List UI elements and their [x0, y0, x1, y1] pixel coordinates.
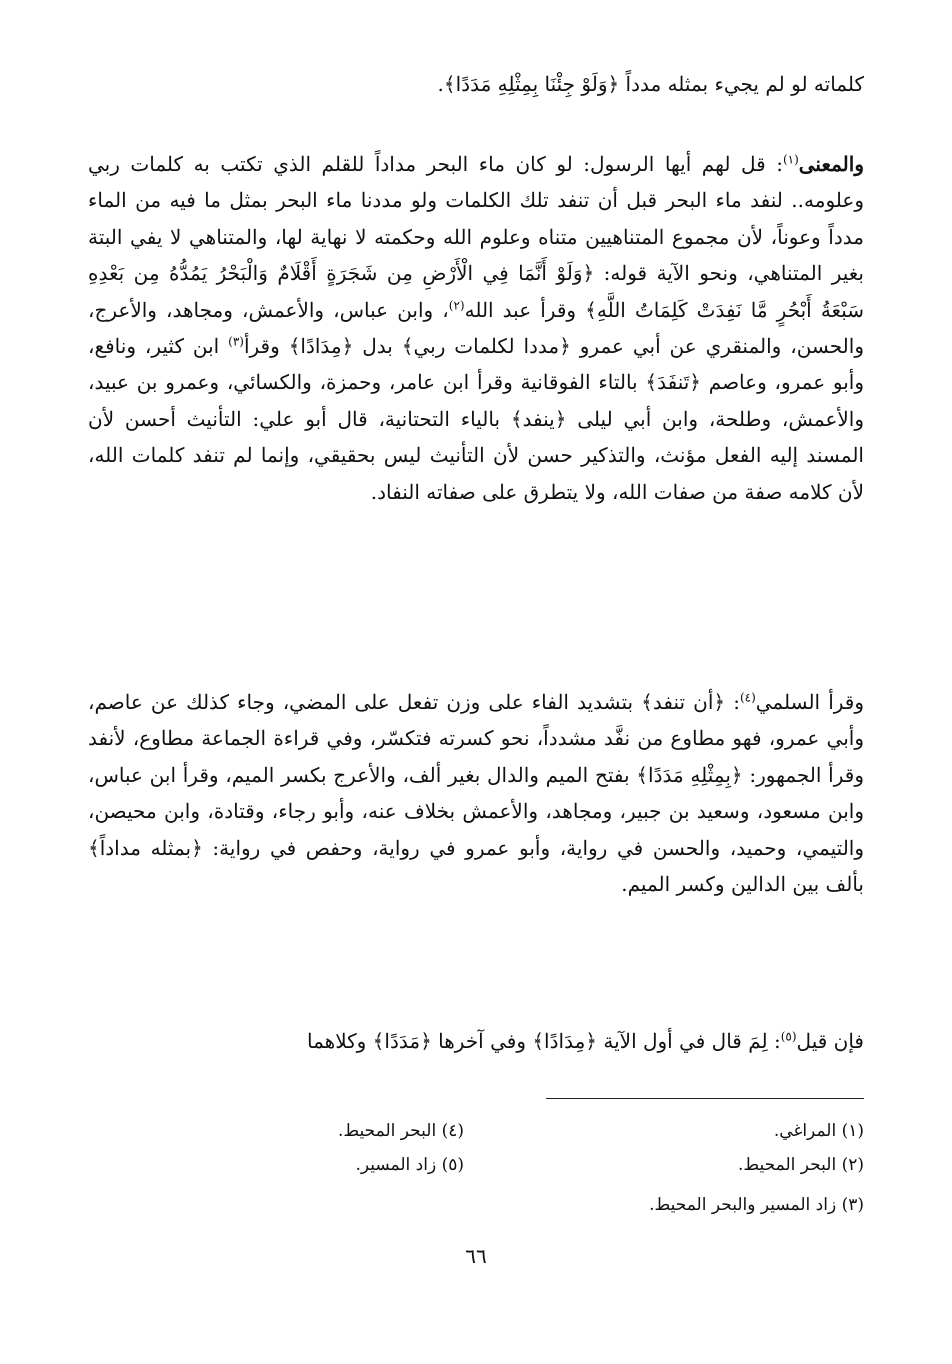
footnote-2: (٢) البحر المحيط.	[738, 1155, 864, 1175]
paragraph-text: فإن قيل	[796, 1029, 864, 1053]
paragraph-continuation	[88, 66, 864, 102]
paragraph-meaning	[88, 146, 864, 510]
paragraph-text: وقرأ السلمي	[755, 690, 864, 714]
footnote-5: (٥) زاد المسير.	[355, 1155, 464, 1175]
paragraph-text: كلماته لو لم يجيء بمثله مدداً ﴿وَلَوْ جِئْنَا بِمِثْلِهِ مَدَدًا﴾.	[437, 72, 864, 96]
paragraph-question	[88, 1023, 864, 1059]
paragraph-lead-word: والمعنى	[798, 152, 864, 176]
footnote-separator	[546, 1098, 864, 1099]
footnote-ref-3: (٣)	[228, 334, 244, 349]
footnote-ref-1: (١)	[782, 152, 799, 167]
paragraph-text: ، وابن عباس، والأعمش، ومجاهد، والأعرج، والحسن، والمنقري عن أبي عمرو ﴿مددا لكلمات ربي﴾ بدل ﴿مِدَادًا﴾ وقرأ	[88, 297, 864, 359]
footnote-4: (٤) البحر المحيط.	[338, 1121, 464, 1141]
footnote-1: (١) المراغي.	[773, 1121, 864, 1141]
footnote-ref-5: (٥)	[780, 1029, 797, 1044]
paragraph-text: ابن كثير، ونافع، وأبو عمرو، وعاصم ﴿تَنفَدَ﴾ بالتاء الفوقانية وقرأ ابن عامر، وحمزة، والكسائي، وعمرو بن عبيد، والأعمش، وطلحة، وابن أبي ليلى ﴿ينفد﴾ بالياء التحتانية، قال أبو علي: التأنيث أحسن لأن المسند إليه الفعل مؤنث، والتذكير حسن لأن التأنيث ليس بحقيقي، وإنما لم تنفد كلمات الله، لأن كلامه صفة من صفات الله، ولا يتطرق على صفاته النفاد.	[88, 334, 864, 504]
paragraph-text: : لِمَ قال في أول الآية ﴿مِدَادًا﴾ وفي آخرها ﴿مَدَدًا﴾ وكلاهما	[307, 1029, 781, 1053]
paragraph-text: : ﴿أن تنفد﴾ بتشديد الفاء على وزن تفعل على المضي، وجاء كذلك عن عاصم، وأبي عمرو، فهو مطاوع من نفَّد مشدداً، نحو كسرته فتكسّر، وفي قراءة الجماعة مطاوع، لأنفد وقرأ الجمهور: ﴿بِمِثْلِهِ مَدَدًا﴾ بفتح الميم والدال بغير ألف، والأعرج بكسر الميم، وقرأ ابن عباس، وابن مسعود، وسعيد بن جبير، ومجاهد، والأعمش بخلاف عنه، وأبو رجاء، وقتادة، وابن محيصن، والتيمي، وحميد، والحسن في رواية، وأبو عمرو في رواية، وحفص في رواية: ﴿بمثله مداداً﴾ بألف بين الدالين وكسر الميم.	[88, 690, 864, 897]
footnote-3: (٣) زاد المسير والبحر المحيط.	[649, 1195, 864, 1215]
footnote-ref-4: (٤)	[739, 690, 756, 705]
paragraph-readings	[88, 684, 864, 902]
page-number: ٦٦	[465, 1244, 487, 1268]
footnote-ref-2: (٢)	[448, 297, 465, 312]
paragraph-text: : قل لهم أيها الرسول: لو كان ماء البحر مداداً للقلم الذي تكتب به كلمات ربي وعلومه.. لنفد ماء البحر قبل أن تنفد تلك الكلمات ولو مددنا ماء البحر بمثل ما فيه من الماء مدداً وعوناً، لأن مجموع المتناهيين متناه وعلوم الله وحكمته لا نهاية لها، والمتناهي لا يفي البتة بغير المتناهي، ونحو الآية قوله: ﴿وَلَوْ أَنَّمَا فِي الْأَرْضِ مِن شَجَرَةٍ أَقْلَامٌ وَالْبَحْرُ يَمُدُّهُ مِن بَعْدِهِ سَبْعَةُ أَبْحُرٍ مَّا نَفِدَتْ كَلِمَاتُ اللَّهِ﴾ وقرأ عبد الله	[88, 152, 864, 322]
